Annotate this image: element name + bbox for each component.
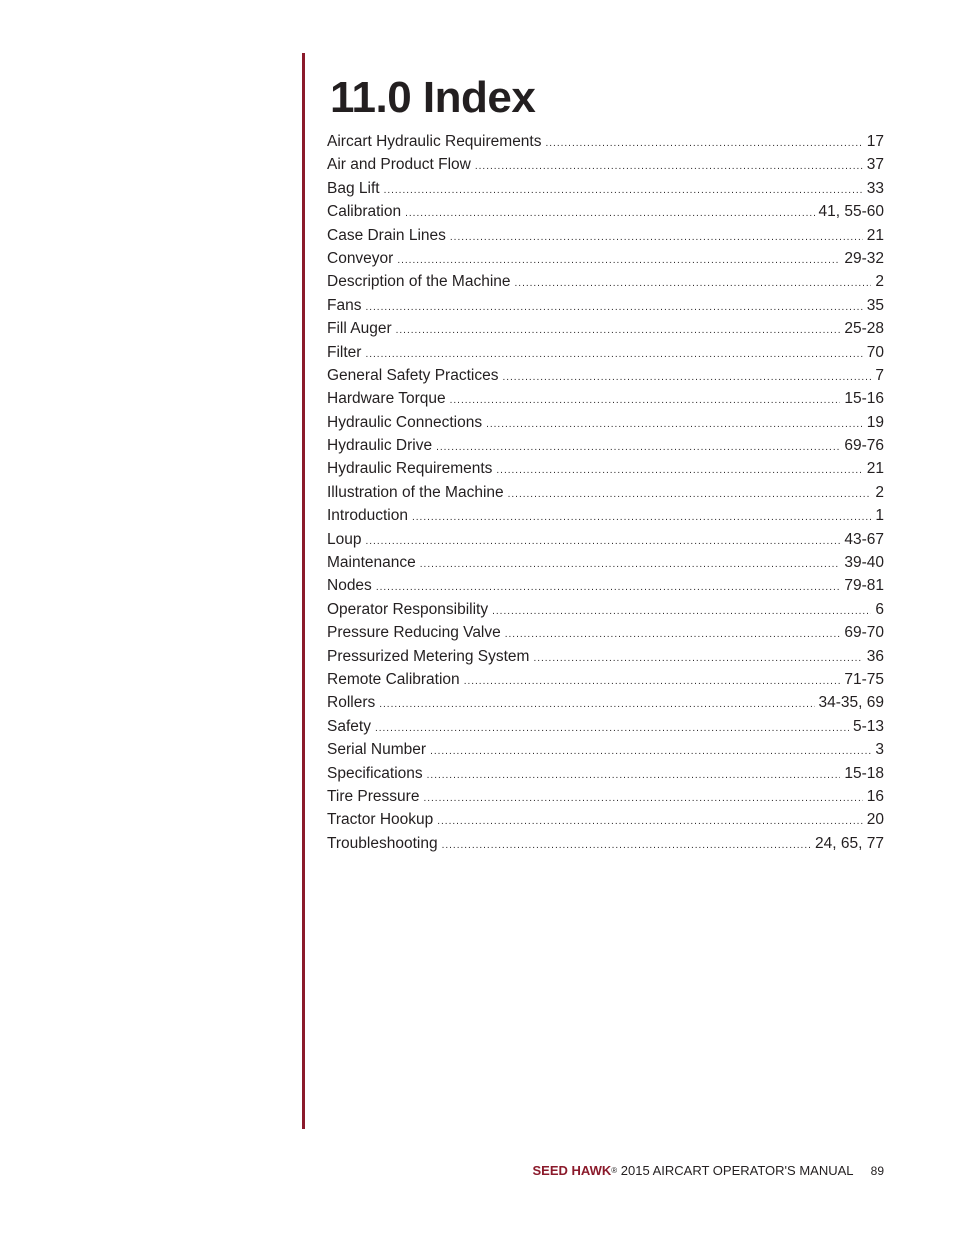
index-entry [327,364,884,387]
dot-leader [442,834,811,857]
index-pages: 17 [866,133,884,150]
index-pages: 3 [875,741,884,759]
index-entry [327,200,884,223]
index-term: Illustration of the Machine [327,483,504,501]
dot-leader [420,553,841,576]
dot-leader [437,810,863,833]
page-number: 89 [870,1164,884,1178]
index-term: Conveyor [327,249,394,267]
index-entry [327,153,884,176]
dot-leader [450,389,841,412]
index-entry [327,738,884,761]
margin-rule [302,53,305,1129]
dot-leader [496,459,862,482]
index-term: Case Drain Lines [327,226,446,244]
dot-leader [412,506,871,529]
dot-leader [505,623,841,646]
index-pages: 2 [875,273,884,291]
index-term: Remote Calibration [327,670,460,688]
dot-leader [405,202,814,225]
index-term: Hydraulic Drive [327,437,433,455]
dot-leader [515,272,872,295]
dot-leader [375,717,849,740]
index-list [327,130,884,855]
index-term: Maintenance [327,554,416,572]
dot-leader [436,436,840,459]
index-term: Loup [327,530,362,548]
index-entry [327,457,884,480]
index-pages: 15-16 [844,390,884,408]
index-pages: 20 [866,811,884,829]
index-term: Aircart Hydraulic Requirements [327,133,542,150]
index-pages: 39-40 [844,554,884,572]
dot-leader [379,693,814,716]
index-entry [327,762,884,785]
footer-manual-title: 2015 AIRCART OPERATOR'S MANUAL [620,1163,854,1178]
index-term: Pressure Reducing Valve [327,624,501,642]
index-pages: 79-81 [844,577,884,595]
index-entry [327,481,884,504]
dot-leader [396,319,841,342]
dot-leader [365,343,862,366]
index-term: Rollers [327,694,376,712]
index-entry [327,832,884,855]
index-pages: 34-35, 69 [818,694,884,712]
index-pages: 2 [875,483,884,501]
dot-leader [475,155,863,178]
registered-mark: ® [611,1166,618,1175]
index-pages: 5-13 [852,717,884,735]
index-term: Fans [327,296,362,314]
footer-brand: SEED HAWK [532,1163,612,1178]
index-pages: 33 [866,179,884,197]
dot-leader [430,740,871,763]
index-term: Serial Number [327,741,427,759]
index-pages: 71-75 [844,670,884,688]
index-pages: 25-28 [844,320,884,338]
dot-leader [423,787,862,810]
index-entry [327,224,884,247]
index-pages: 69-76 [844,437,884,455]
dot-leader [502,366,871,389]
index-term: Bag Lift [327,179,380,197]
index-term: Safety [327,717,371,735]
index-pages: 21 [866,226,884,244]
index-entry [327,621,884,644]
index-pages: 15-18 [844,764,884,782]
index-entry [327,668,884,691]
index-entry [327,341,884,364]
index-term: Operator Responsibility [327,600,489,618]
index-entry [327,645,884,668]
index-pages: 35 [866,296,884,314]
index-entry [327,691,884,714]
dot-leader [546,132,863,155]
index-entry [327,504,884,527]
index-term: Tire Pressure [327,787,420,805]
dot-leader [450,226,863,249]
index-term: Pressurized Metering System [327,647,530,665]
index-entry [327,598,884,621]
index-entry [327,715,884,738]
index-entry [327,528,884,551]
index-term: Air and Product Flow [327,156,471,174]
dot-leader [464,670,841,693]
dot-leader [427,764,841,787]
dot-leader [492,600,871,623]
dot-leader [486,413,863,436]
index-pages: 16 [866,787,884,805]
dot-leader [384,179,863,202]
index-pages: 7 [875,366,884,384]
index-pages: 41, 55-60 [818,203,884,221]
index-pages: 69-70 [844,624,884,642]
index-entry [327,130,884,153]
index-pages: 43-67 [844,530,884,548]
dot-leader [376,576,841,599]
index-pages: 37 [866,156,884,174]
index-term: Specifications [327,764,423,782]
index-pages: 6 [875,600,884,618]
index-term: Filter [327,343,362,361]
index-entry [327,411,884,434]
index-pages: 21 [866,460,884,478]
index-term: Hardware Torque [327,390,446,408]
index-term: Fill Auger [327,320,392,338]
page-title: 11.0 Index [330,73,536,122]
index-entry [327,434,884,457]
dot-leader [397,249,840,272]
dot-leader [365,296,862,319]
index-entry [327,294,884,317]
index-pages: 24, 65, 77 [815,834,884,852]
index-term: Troubleshooting [327,834,438,852]
index-entry [327,247,884,270]
index-term: Calibration [327,203,402,221]
index-entry [327,270,884,293]
dot-leader [533,647,862,670]
index-pages: 36 [866,647,884,665]
index-entry [327,551,884,574]
index-pages: 29-32 [844,249,884,267]
index-entry [327,574,884,597]
index-term: Nodes [327,577,372,595]
index-term: Hydraulic Requirements [327,460,493,478]
index-pages: 19 [866,413,884,431]
index-pages: 1 [875,507,884,525]
page-footer [533,1162,884,1180]
index-term: Introduction [327,507,408,525]
index-entry [327,785,884,808]
dot-leader [508,483,872,506]
index-entry [327,387,884,410]
index-term: Tractor Hookup [327,811,434,829]
index-entry [327,808,884,831]
index-entry [327,317,884,340]
index-pages: 70 [866,343,884,361]
index-entry [327,177,884,200]
index-term: Description of the Machine [327,273,511,291]
index-term: General Safety Practices [327,366,499,384]
index-term: Hydraulic Connections [327,413,483,431]
dot-leader [365,530,840,553]
